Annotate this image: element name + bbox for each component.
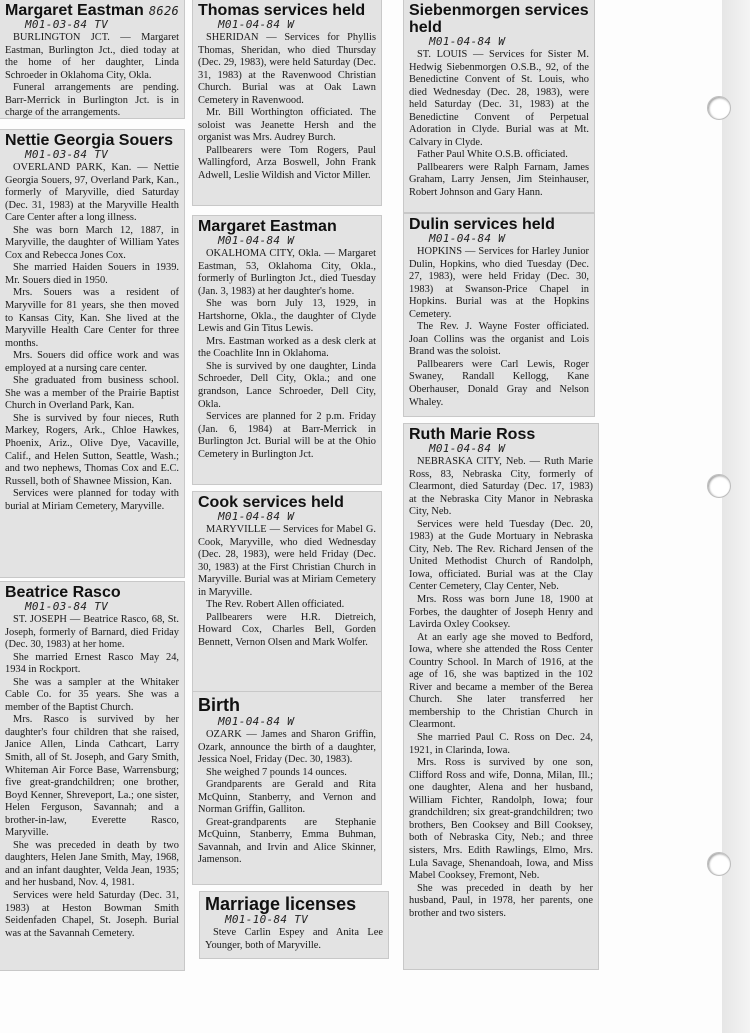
article-paragraph: The Rev. J. Wayne Foster officiated. Joan Collins was the organist and Lois Brand was the soloist. — [409, 321, 589, 358]
headline: Nettie Georgia Souers — [5, 132, 174, 149]
article-body — [5, 32, 179, 118]
page-number-note: 8626 — [148, 4, 179, 18]
article-paragraph: Father Paul White O.S.B. officiated. — [417, 149, 568, 161]
article-paragraph: MARYVILLE — Services for Mabel G. Cook, Maryville, who died Wednesday (Dec. 28, 1983), were held Friday (Dec. 30, 1983) at the First Christian Church in Maryville. Burial was at Miriam Cemetery in Maryville. — [198, 524, 376, 598]
clipping-souers — [0, 130, 184, 577]
handwritten-date: M01-04-84 W — [429, 35, 506, 48]
article-paragraph: She married Haiden Souers in 1939. Mr. Souers died in 1950. — [5, 262, 179, 286]
article-paragraph: Pallbearers were Ralph Farnam, James Graham, Larry Jensen, Jim Steinhauser, Robert Johnson and Gary Hann. — [409, 161, 589, 199]
article-paragraph: Mrs. Souers did office work and was employed at a nursing care center. — [5, 350, 179, 374]
clipping-cook — [193, 492, 381, 696]
article-paragraph: Services were held Tuesday (Dec. 20, 1983) at the Gude Mortuary in Nebraska City, Neb. The Rev. Richard Jensen of the United Methodist Church of Randolph, Iowa, officiated. Burial was at the Clay Center Cemetery, Clay Center, Neb. — [409, 518, 593, 593]
article-body — [409, 456, 593, 920]
clipping-eastman-1 — [0, 0, 184, 118]
headline: Margaret Eastman — [5, 2, 144, 19]
headline: Cook services held — [198, 494, 344, 511]
article-paragraph: Mrs. Ross is survived by one son, Clifford Ross and wife, Donna, Milan, Ill.; one daughter, Alena and her husband, William Fichter, Randolph, Iowa; four grandchildren; six great-grandchildren; two brothers, Ben Cooksey and Bill Cooksey, both of Nebraska City, Neb.; and three sisters, Mrs. Edith Rawlings, Elmo, Mrs. Lula Savage, Shenandoah, Iowa, and Miss Mabel Cooksey, Fremont, Neb. — [409, 757, 593, 882]
punch-hole-middle — [707, 474, 731, 498]
article-paragraph: Funeral arrangements are pending. Barr-Merrick in Burlington Jct. is in charge of the arrangements. — [5, 82, 179, 118]
clipping-thomas — [193, 0, 381, 205]
article-paragraph: NEBRASKA CITY, Neb. — Ruth Marie Ross, 83, Nebraska City, formerly of Clearmont, died Saturday (Dec. 17, 1983) at the Nebraska City Manor in Nebraska City, Neb. — [409, 456, 593, 518]
article-paragraph: ST. JOSEPH — Beatrice Rasco, 68, St. Joseph, formerly of Barnard, died Friday (Dec. 30, 1983) at her home. — [5, 614, 179, 651]
handwritten-date: M01-04-84 W — [218, 18, 295, 31]
article-paragraph: ST. LOUIS — Services for Sister M. Hedwig Siebenmorgen O.S.B., 92, of the Benedictine Convent of St. Louis, who died Wednesday (Dec. 28, 1983), were held Saturday (Dec. 31, 1983) at the Benedictine Convent of Perpetual Adoration in Clyde. Burial was at Mt. Calvary in Clyde. — [409, 49, 589, 148]
article-paragraph: Grandparents are Gerald and Rita McQuinn, Stanberry, and Vernon and Norman Griffin, Galliton. — [198, 779, 376, 816]
article-paragraph: Steve Carlin Espey and Anita Lee Younger, both of Maryville. — [205, 927, 383, 951]
article-body — [409, 246, 589, 409]
article-paragraph: OZARK — James and Sharon Griffin, Ozark, announce the birth of a daughter, Jessica Noel, Friday (Dec. 30, 1983). — [198, 729, 376, 766]
article-paragraph: She was a sampler at the Whitaker Cable Co. for 35 years. She was a member of the Baptist Church. — [5, 676, 179, 713]
clipping-rasco — [0, 582, 184, 970]
article-body — [205, 927, 383, 952]
article-body — [5, 162, 179, 513]
article-paragraph: She was born July 13, 1929, in Hartshorne, Okla., the daughter of Clyde Lewis and Gin Titus Lewis. — [198, 298, 376, 335]
article-body — [5, 614, 179, 940]
clipping-siebenmorgen — [404, 0, 594, 212]
clipping-marriage — [200, 892, 388, 958]
article-paragraph: Mrs. Eastman worked as a desk clerk at the Coachlite Inn in Oklahoma. — [198, 335, 376, 360]
clipping-birth — [193, 692, 381, 884]
article-paragraph: She weighed 7 pounds 14 ounces. — [206, 766, 347, 778]
handwritten-date: M01-04-84 W — [429, 442, 506, 455]
page-edge — [722, 0, 750, 1033]
article-body — [198, 248, 376, 461]
article-paragraph: At an early age she moved to Bedford, Iowa, where she attended the Ross Center Country School. In March of 1916, at the age of 16, she was baptized in the 102 River and became a member of the Berea Church. She later transferred her membership to the Christian Church in Clearmont. — [409, 631, 593, 731]
handwritten-date: M01-04-84 W — [218, 234, 295, 247]
handwritten-date: M01-03-84 TV — [25, 148, 109, 161]
headline: Margaret Eastman — [198, 218, 337, 235]
handwritten-date: M01-04-84 W — [218, 510, 295, 523]
article-paragraph: Pallbearers were Tom Rogers, Paul Wallingford, Arza Boswell, John Frank Adwell, Leslie Wildish and Victor Miller. — [198, 144, 376, 182]
article-paragraph: She was born March 12, 1887, in Maryville, the daughter of William Yates Cox and Rebecca Jones Cox. — [5, 224, 179, 261]
clipping-eastman-2 — [193, 216, 381, 484]
article-paragraph: Pallbearers were H.R. Dietreich, Howard Cox, Charles Bell, Gorden Bennett, Vernon Olsen and Mark Wolfer. — [198, 611, 376, 648]
article-paragraph: She was preceded in death by two daughters, Helen Jane Smith, May, 1968, and an infant daughter, Velda Jean, 1935; and her husband, Nov. 4, 1981. — [5, 839, 179, 889]
article-paragraph: Services were planned for today with burial at Miriam Cemetery, Maryville. — [5, 488, 179, 512]
handwritten-date: M01-03-84 TV — [25, 600, 109, 613]
clipping-ross — [404, 424, 598, 969]
article-body — [198, 524, 376, 649]
handwritten-date: M01-04-84 W — [218, 715, 295, 728]
article-paragraph: Mrs. Souers was a resident of Maryville for 81 years, she then moved to Kansas City, Kan. She lived at the Maryville Health Care Center for three months. — [5, 287, 179, 349]
article-paragraph: She was preceded in death by her husband, Paul, in 1978, her parents, one brother and two sisters. — [409, 882, 593, 919]
handwritten-date: M01-10-84 TV — [225, 913, 309, 926]
headline: Thomas services held — [198, 2, 366, 19]
article-paragraph: OKALHOMA CITY, Okla. — Margaret Eastman, 53, Oklahoma City, Okla., formerly of Burlington Jct., died Tuesday (Jan. 3, 1983) at her daughter's home. — [198, 248, 376, 297]
article-paragraph: Services are planned for 2 p.m. Friday (Jan. 6, 1984) at Barr-Merrick in Burlington Jct. Burial will be at the Ohio Cemetery in Burlington Jct. — [198, 411, 376, 460]
clipping-dulin — [404, 214, 594, 416]
punch-hole-bottom — [707, 852, 731, 876]
article-paragraph: BURLINGTON JCT. — Margaret Eastman, Burlington Jct., died today at the home of her daughter, Linda Schroeder in Oklahoma City, Okla. — [5, 32, 179, 81]
article-paragraph: Services were held Saturday (Dec. 31, 1983) at Heston Bowman Smith Seidenfaden Chapel, St. Joseph. Burial was at the Savannah Cemetery. — [5, 890, 179, 939]
headline: Siebenmorgen services held — [409, 2, 589, 36]
headline: Ruth Marie Ross — [409, 426, 536, 443]
handwritten-date: M01-03-84 TV — [25, 18, 109, 31]
article-paragraph: Mrs. Ross was born June 18, 1900 at Forbes, the daughter of Joseph Henry and Lavirda Oxley Cooksey. — [409, 594, 593, 631]
headline: Beatrice Rasco — [5, 584, 121, 601]
article-paragraph: SHERIDAN — Services for Phyllis Thomas, Sheridan, who died Thursday (Dec. 29, 1983), were held Saturday (Dec. 31, 1983) at the Ravenwood Christian Church. Burial was at Oak Lawn Cemetery in Ravenwood. — [198, 32, 376, 106]
article-paragraph: She graduated from business school. She was a member of the Prairie Baptist Church in Overland Park, Kan. — [5, 375, 179, 412]
article-paragraph: Pallbearers were Carl Lewis, Roger Swaney, Randall Kellogg, Kane Oberhauser, Donald Gray and Nelson Whaley. — [409, 358, 589, 408]
headline: Dulin services held — [409, 216, 555, 233]
handwritten-date: M01-04-84 W — [429, 232, 506, 245]
article-paragraph: Mr. Bill Worthington officiated. The soloist was Jeanette Hersh and the organist was Mrs. Audrey Burch. — [198, 107, 376, 144]
article-paragraph: She married Ernest Rasco May 24, 1934 in Rockport. — [5, 651, 179, 676]
article-paragraph: Mrs. Rasco is survived by her daughter's four children that she raised, Janice Allen, Linda Cathcart, Larry Smith, all of St. Joseph, and Gary Smith, Whiteman Air Force Base, Warrensburg; five great-grandchildren; one brother, Boyd Kenner, Shreveport, La.; one sister, Helen Ferguson, Savannah; and a brother-in-law, Everette Rasco, Maryville. — [5, 714, 179, 839]
article-body — [409, 49, 589, 200]
article-body — [198, 32, 376, 183]
punch-hole-top — [707, 96, 731, 120]
article-paragraph: Great-grandparents are Stephanie McQuinn, Stanberry, Emma Buhman, Savannah, and Irvin and Alice Skinner, Jamenson. — [198, 816, 376, 866]
article-paragraph: HOPKINS — Services for Harley Junior Dulin, Hopkins, who died Tuesday (Dec. 27, 1983), were held Friday (Dec. 30, 1983) at Swanson-Price Chapel in Hopkins. Burial was at the Hopkins Cemetery. — [409, 246, 589, 320]
article-body — [198, 729, 376, 867]
article-paragraph: The Rev. Robert Allen officiated. — [206, 599, 345, 611]
headline: Birth — [198, 695, 240, 715]
article-paragraph: She married Paul C. Ross on Dec. 24, 1921, in Clarinda, Iowa. — [409, 732, 593, 756]
article-paragraph: OVERLAND PARK, Kan. — Nettie Georgia Souers, 97, Overland Park, Kan., formerly of Maryville, died Saturday (Dec. 31, 1983) at the Maryville Health Care Center after a long illness. — [5, 162, 179, 224]
article-paragraph: She is survived by four nieces, Ruth Markey, Rogers, Ark., Chloe Hawkes, Phoenix, Ariz., Olive Dye, Vacaville, Calif., and Helen Sutton, Seattle, Wash.; and two nephews, Thomas Cox and E.C. Russell, both of Shawnee Mission, Kan. — [5, 412, 179, 487]
article-paragraph: She is survived by one daughter, Linda Schroeder, Dell City, Okla.; and one grandson, Lance Schroeder, Dell City, Okla. — [198, 360, 376, 410]
headline: Marriage licenses — [205, 894, 357, 914]
